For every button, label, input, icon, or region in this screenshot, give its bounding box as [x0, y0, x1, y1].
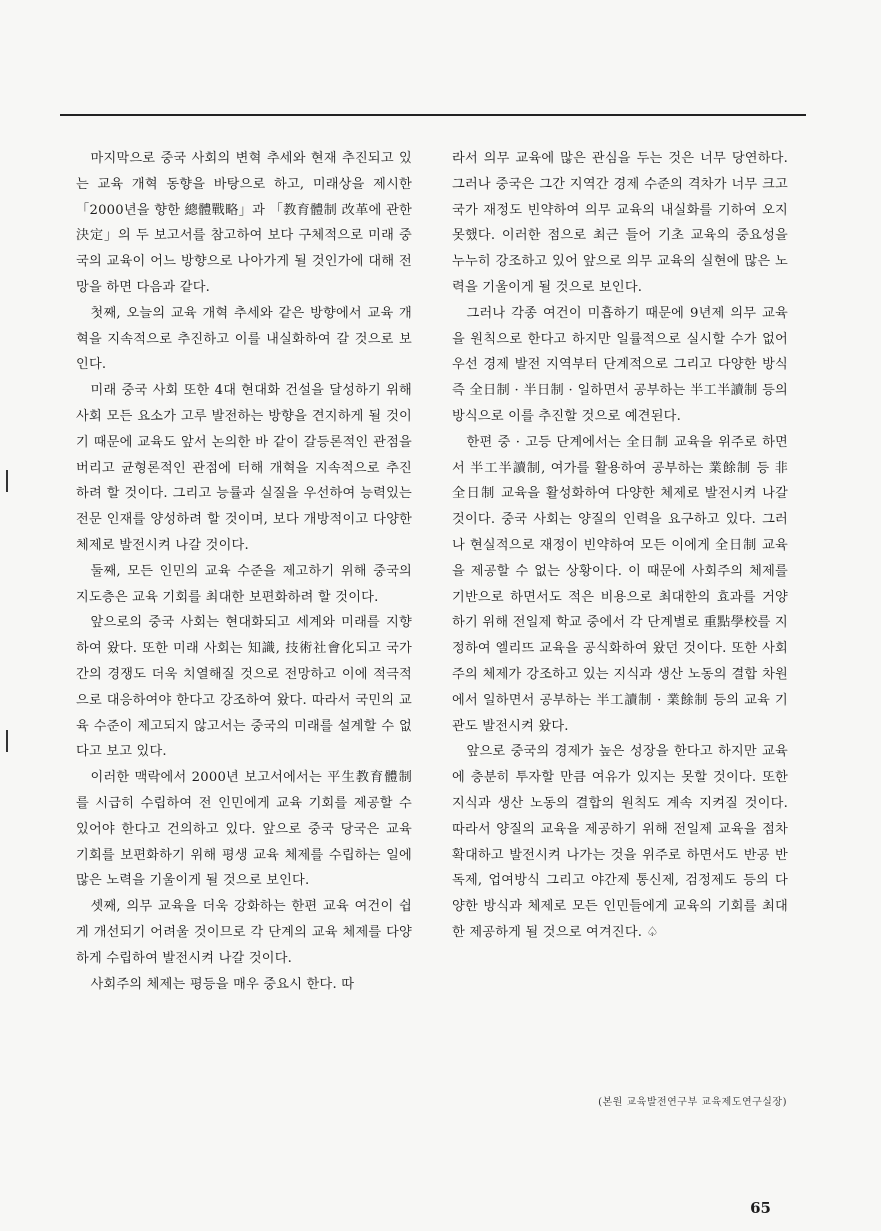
paragraph: 사회주의 체제는 평등을 매우 중요시 한다. 따 — [90, 976, 355, 992]
paragraph: 그러나 각종 여건이 미흡하기 때문에 9년제 의무 교육을 원칙으로 한다고 하지만 일률적으로 실시할 수가 없어 우선 경제 발전 지역부터 단계적으로 그리고 다양한 방식 즉 全日制 · 半日制 · 일하면서 공부하는 半工半讀制 등의 방식으로 이를 추진할 것으로 예견된다. — [452, 305, 788, 424]
paragraph: 이러한 맥락에서 2000년 보고서에서는 平生教育體制를 시급히 수립하여 전 인민에게 교육 기회를 제공할 수 있어야 한다고 건의하고 있다. 앞으로 중국 당국은 교육 기회를 보편화하기 위해 평생 교육 체제를 수립하는 일에 많은 노력을 기울이게 될 것으로 보인다. — [76, 770, 412, 889]
page-number: 65 — [750, 1199, 771, 1217]
left-column — [76, 146, 412, 997]
right-column — [452, 146, 788, 946]
paragraph: 첫째, 오늘의 교육 개혁 추세와 같은 방향에서 교육 개혁을 지속적으로 추진하고 이를 내실화하여 갈 것으로 보인다. — [76, 305, 412, 373]
margin-mark — [6, 730, 8, 752]
paragraph: 앞으로 중국의 경제가 높은 성장을 한다고 하지만 교육에 충분히 투자할 만큼 여유가 있지는 못할 것이다. 또한 지식과 생산 노동의 결합의 원칙도 계속 지켜질 것이다. 따라서 양질의 교육을 제공하기 위해 전일제 교육을 점차 확대하고 발전시켜 나가는 것을 위주로 하면서도 반공 반독제, 업여방식 그리고 야간제 통신제, 검정제도 등의 다양한 방식과 체제로 모든 인민들에게 교육의 기회를 최대한 제공하게 될 것으로 여겨진다. ♤ — [452, 744, 788, 940]
paragraph: 둘째, 모든 인민의 교육 수준을 제고하기 위해 중국의 지도층은 교육 기회를 최대한 보편화하려 할 것이다. — [76, 563, 412, 605]
paragraph: 앞으로의 중국 사회는 현대화되고 세계와 미래를 지향하여 왔다. 또한 미래 사회는 知識, 技術社會化되고 국가간의 경쟁도 더욱 치열해질 것으로 전망하고 이에 적극적으로 대응하여야 한다고 강조하여 왔다. 따라서 국민의 교육 수준이 제고되지 않고서는 중국의 미래를 설계할 수 없다고 보고 있다. — [76, 615, 412, 760]
margin-mark — [6, 470, 8, 492]
paragraph: 마지막으로 중국 사회의 변혁 추세와 현재 추진되고 있는 교육 개혁 동향을 바탕으로 하고, 미래상을 제시한 「2000년을 향한 總體戰略」과 「教育體制 改革에 관한 決定」의 두 보고서를 참고하여 보다 구체적으로 미래 중국의 교육이 어느 방향으로 나아가게 될 것인가에 대해 전망을 하면 다음과 같다. — [76, 151, 412, 295]
paragraph: 한편 중 · 고등 단계에서는 全日制 교육을 위주로 하면서 半工半讀制, 여가를 활용하여 공부하는 業餘制 등 非全日制 교육을 활성화하여 다양한 체제로 발전시켜 나갈 것이다. 중국 사회는 양질의 인력을 요구하고 있다. 그러나 현실적으로 재정이 빈약하여 모든 이에게 全日制 교육을 제공할 수 없는 상황이다. 이 때문에 사회주의 체제를 기반으로 하면서도 적은 비용으로 최대한의 효과를 거양하기 위해 전일제 학교 중에서 각 단계별로 重點學校를 지정하여 엘리뜨 교육을 공식화하여 왔던 것이다. 또한 사회주의 체제가 강조하고 있는 지식과 생산 노동의 결합 차원에서 일하면서 공부하는 半工讀制 · 業餘制 등의 교육 기관도 발전시켜 왔다. — [452, 434, 788, 734]
paragraph: 라서 의무 교육에 많은 관심을 두는 것은 너무 당연하다. 그러나 중국은 그간 지역간 경제 수준의 격차가 너무 크고 국가 재정도 빈약하여 의무 교육의 내실화를 기하여 오지 못했다. 이러한 점으로 최근 들어 기초 교육의 중요성을 누누히 강조하고 있어 앞으로 의무 교육의 실현에 많은 노력을 기울이게 될 것으로 보인다. — [452, 151, 788, 295]
author-credit: (본원 교육발전연구부 교육제도연구실장) — [598, 1097, 787, 1108]
header-rule — [60, 114, 806, 116]
paragraph: 미래 중국 사회 또한 4대 현대화 건설을 달성하기 위해 사회 모든 요소가 고루 발전하는 방향을 견지하게 될 것이기 때문에 교육도 앞서 논의한 바 같이 갈등론적인 관점을 버리고 균형론적인 관점에 터해 개혁을 지속적으로 추진하려 할 것이다. 그리고 능률과 실질을 우선하여 능력있는 전문 인재를 양성하려 할 것이며, 보다 개방적이고 다양한 체제로 발전시켜 나갈 것이다. — [76, 383, 412, 553]
paragraph: 셋째, 의무 교육을 더욱 강화하는 한편 교육 여건이 쉽게 개선되기 어려울 것이므로 각 단계의 교육 체제를 다양하게 수립하여 발전시켜 나갈 것이다. — [76, 899, 412, 966]
